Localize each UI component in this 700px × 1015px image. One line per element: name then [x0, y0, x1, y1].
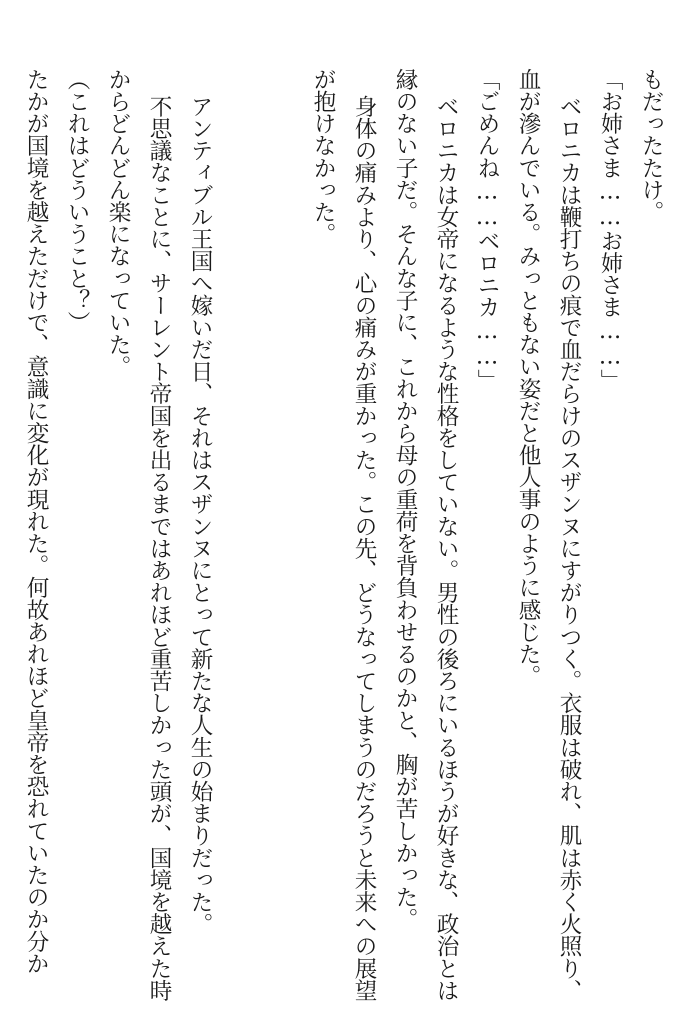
- text-line-9: が抱けなかった。: [310, 68, 336, 245]
- text-line-3: ベロニカは鞭打ちの痕で血だらけのスザンヌにすがりつく。衣服は破れ、肌は赤く火照り、: [556, 95, 582, 1002]
- text-line-10: アンティブル王国へ嫁いだ日、それはスザンヌにとって新たな人生の始まりだった。: [187, 95, 213, 935]
- blank-line-2: [224, 68, 258, 948]
- text-line-12: からどんどん楽になっていた。: [105, 68, 131, 378]
- text-line-1: もだったたけ。: [638, 68, 664, 223]
- text-line-7: 縁のない子だ。そんな子に、これから母の重荷を背負わせるのかと、胸が苦しかった。: [392, 68, 418, 930]
- text-line-6: ベロニカは女帝になるような性格をしていない。男性の後ろにいるほうが好きな、政治とは: [433, 95, 459, 1002]
- text-line-5: 「ごめんね……ベロニカ……」: [474, 68, 500, 391]
- text-line-2: 「お姉さま……お姉さま……」: [597, 68, 623, 391]
- text-line-13: （これはどういうこと？）: [64, 68, 90, 334]
- blank-line-1: [265, 68, 299, 948]
- text-line-11: 不思議なことに、サーレント帝国を出るまではあれほど重苦しかった頭が、国境を越えた時: [146, 95, 172, 1002]
- text-line-4: 血が滲んでいる。みっともない姿だと他人事のように感じた。: [515, 68, 541, 687]
- text-line-8: 身体の痛みより、心の痛みが重かった。この先、どうなってしまうのだろうと未来への展望: [351, 95, 377, 1002]
- text-line-14: たかが国境を越えただけで、意識に変化が現れた。何故あれほど皇帝を恐れていたのか分か: [23, 68, 49, 975]
